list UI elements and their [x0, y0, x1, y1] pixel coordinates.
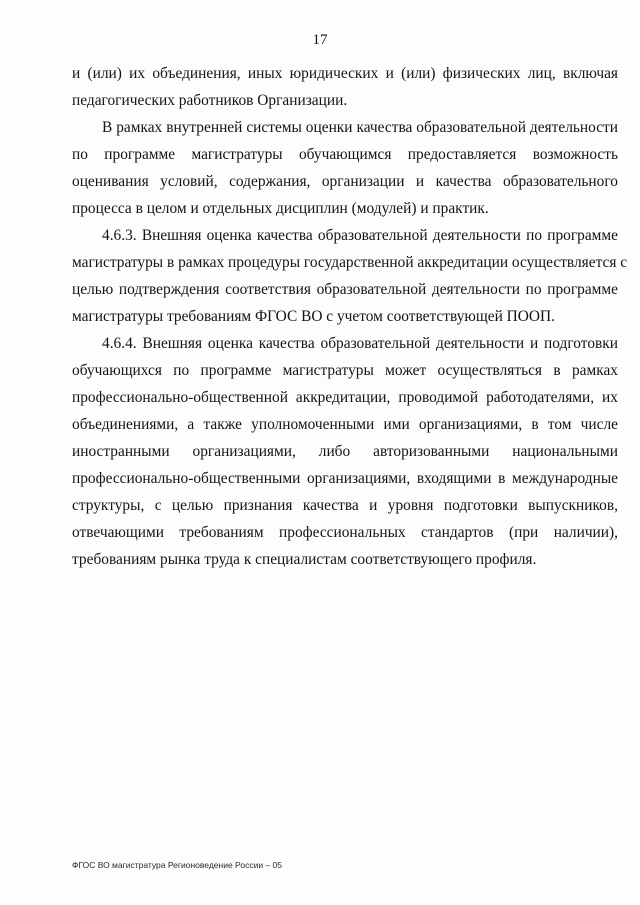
paragraph-4-line-6: профессионально-общественными организациями, входящими в международные: [72, 470, 618, 487]
paragraph-4-line-8: отвечающими требованиям профессиональных стандартов (при наличии),: [72, 524, 618, 541]
paragraph-2-line-1: В рамках внутренней системы оценки качества образовательной деятельности: [102, 119, 618, 136]
paragraph-4-line-5: иностранными организациями, либо авторизованными национальными: [72, 443, 618, 460]
paragraph-3-line-2: магистратуры в рамках процедуры государственной аккредитации осуществляется с: [72, 254, 628, 271]
paragraph-4-line-1: 4.6.4. Внешняя оценка качества образовательной деятельности и подготовки: [102, 335, 618, 352]
paragraph-1-line-1: и (или) их объединения, иных юридических и (или) физических лиц, включая: [72, 65, 618, 82]
paragraph-4-line-3: профессионально-общественной аккредитации, проводимой работодателями, их: [72, 389, 618, 406]
paragraph-4-line-4: объединениями, а также уполномоченными ими организациями, в том числе: [72, 416, 618, 433]
paragraph-4-line-2: обучающихся по программе магистратуры может осуществляться в рамках: [72, 362, 618, 379]
page-number: 17: [312, 32, 328, 48]
paragraph-2-line-3: оценивания условий, содержания, организации и качества образовательного: [72, 173, 618, 190]
paragraph-3-line-1: 4.6.3. Внешняя оценка качества образовательной деятельности по программе: [102, 227, 618, 244]
paragraph-4-line-7: структуры, с целью признания качества и уровня подготовки выпускников,: [72, 497, 618, 514]
paragraph-2-line-4: процесса в целом и отдельных дисциплин (модулей) и практик.: [72, 200, 489, 217]
paragraph-3-line-4: магистратуры требованиям ФГОС ВО с учетом соответствующей ПООП.: [72, 308, 555, 325]
paragraph-4-line-9: требованиям рынка труда к специалистам соответствующего профиля.: [72, 551, 537, 568]
paragraph-1-line-2: педагогических работников Организации.: [72, 92, 348, 109]
paragraph-2-line-2: по программе магистратуры обучающимся предоставляется возможность: [72, 146, 618, 163]
paragraph-3-line-3: целью подтверждения соответствия образовательной деятельности по программе: [72, 281, 618, 298]
page-footer: ФГОС ВО магистратура Регионоведение России – 05: [72, 860, 282, 870]
